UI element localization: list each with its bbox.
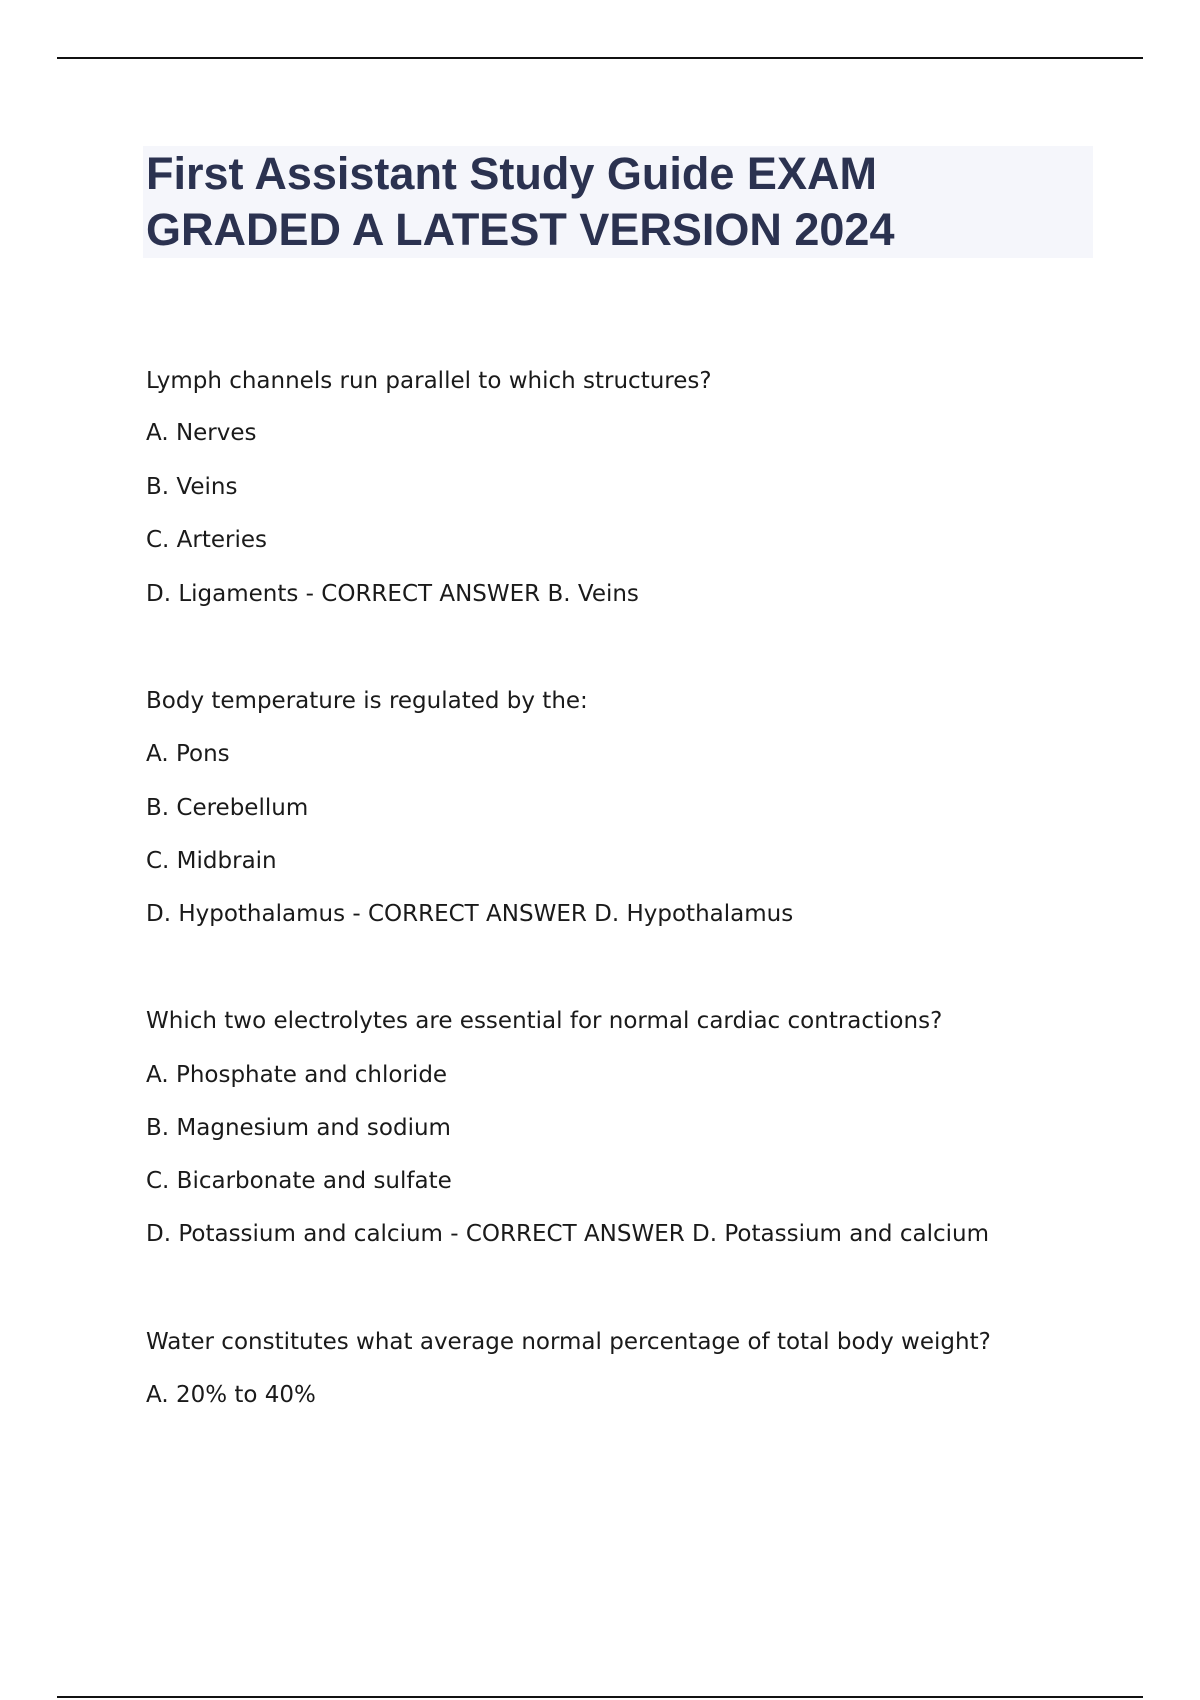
- bottom-rule: [57, 1696, 1143, 1698]
- option-c: C. Midbrain: [146, 848, 277, 874]
- option-c: C. Bicarbonate and sulfate: [146, 1168, 452, 1194]
- question-text: Lymph channels run parallel to which structures?: [146, 368, 712, 394]
- option-a: A. Pons: [146, 741, 230, 767]
- question-text: Which two electrolytes are essential for normal cardiac contractions?: [146, 1008, 943, 1034]
- option-d-answer: D. Hypothalamus - CORRECT ANSWER D. Hypothalamus: [146, 901, 794, 927]
- option-b: B. Cerebellum: [146, 795, 309, 821]
- option-b: B. Veins: [146, 474, 238, 500]
- document-title-line-1: First Assistant Study Guide EXAM: [146, 148, 877, 199]
- option-c: C. Arteries: [146, 527, 268, 553]
- option-b: B. Magnesium and sodium: [146, 1115, 451, 1141]
- option-a: A. 20% to 40%: [146, 1382, 316, 1408]
- question-text: Body temperature is regulated by the:: [146, 688, 588, 714]
- option-d-answer: D. Ligaments - CORRECT ANSWER B. Veins: [146, 581, 639, 607]
- top-rule: [57, 57, 1143, 59]
- option-a: A. Phosphate and chloride: [146, 1062, 448, 1088]
- document-title-line-2: GRADED A LATEST VERSION 2024: [146, 204, 895, 255]
- option-d-answer: D. Potassium and calcium - CORRECT ANSWER D. Potassium and calcium: [146, 1221, 989, 1247]
- option-a: A. Nerves: [146, 420, 257, 446]
- question-text: Water constitutes what average normal percentage of total body weight?: [146, 1329, 991, 1355]
